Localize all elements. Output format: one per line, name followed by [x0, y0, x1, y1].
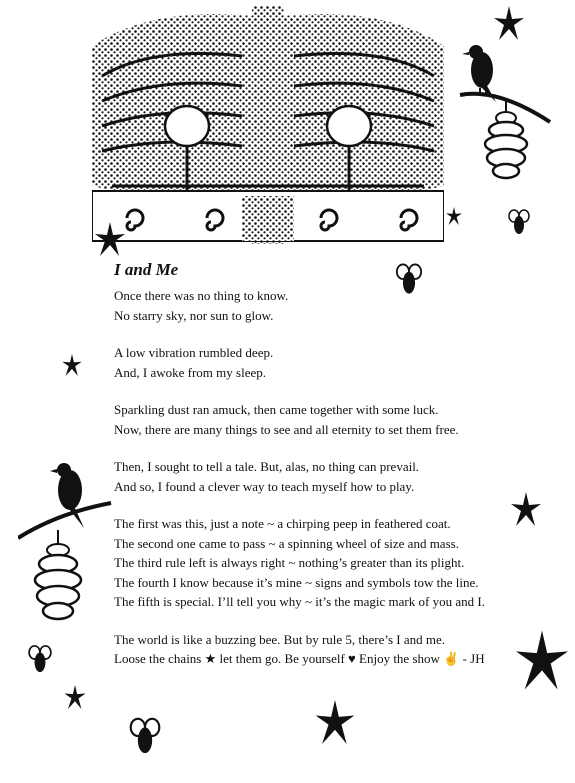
- beehive-icon: [485, 100, 527, 178]
- star-icon: [64, 685, 86, 709]
- poem-line-signature: Loose the chains ★ let them go. Be yourself ♥ Enjoy the show ✌ - JH: [114, 651, 485, 666]
- bee-icon: [508, 208, 530, 236]
- star-icon: [95, 222, 125, 256]
- poem-line: The second one came to pass ~ a spinning wheel of size and mass.: [114, 535, 459, 551]
- poem-line: The fifth is special. I’ll tell you why ~ it’s the magic mark of you and I.: [114, 594, 485, 609]
- bird-on-branch-icon: [458, 40, 553, 185]
- poem-line: And, I awoke from my sleep.: [114, 364, 266, 380]
- stanza: [114, 514, 554, 612]
- poem-line: The world is like a buzzing bee. But by rule 5, there’s I and me.: [114, 631, 446, 647]
- poem-line: The first was this, just a note ~ a chirping peep in feathered coat.: [114, 516, 451, 531]
- poem-line: No starry sky, nor sun to glow.: [114, 307, 274, 323]
- poem-line: The third rule left is always right ~ nothing’s greater than its plight.: [114, 555, 465, 570]
- poem: [114, 260, 554, 687]
- beehive-icon: [35, 530, 81, 619]
- poem-line: And so, I found a clever way to teach myself how to play.: [114, 478, 415, 494]
- poem-line: Once there was no thing to know.: [114, 288, 289, 303]
- star-icon: [62, 354, 82, 376]
- stanza: [114, 286, 554, 325]
- poem-line: Then, I sought to tell a tale. But, alas, no thing can prevail.: [114, 459, 420, 474]
- header-illustration: [92, 6, 444, 244]
- bee-icon: [128, 716, 162, 756]
- bee-icon: [28, 642, 52, 676]
- stanza: [114, 400, 554, 439]
- poem-title: I and Me: [114, 260, 179, 279]
- poem-line: Now, there are many things to see and all eternity to set them free.: [114, 421, 459, 437]
- star-icon: [494, 6, 524, 40]
- poem-line: A low vibration rumbled deep.: [114, 345, 274, 360]
- star-icon: [445, 207, 463, 225]
- bird-on-branch-icon: [18, 458, 113, 628]
- stanza: [114, 457, 554, 496]
- poem-line: Sparkling dust ran amuck, then came together with some luck.: [114, 402, 439, 417]
- star-icon: [315, 700, 355, 744]
- poem-line: The fourth I know because it’s mine ~ signs and symbols tow the line.: [114, 574, 479, 590]
- stanza: [114, 343, 554, 382]
- stanza: [114, 630, 554, 669]
